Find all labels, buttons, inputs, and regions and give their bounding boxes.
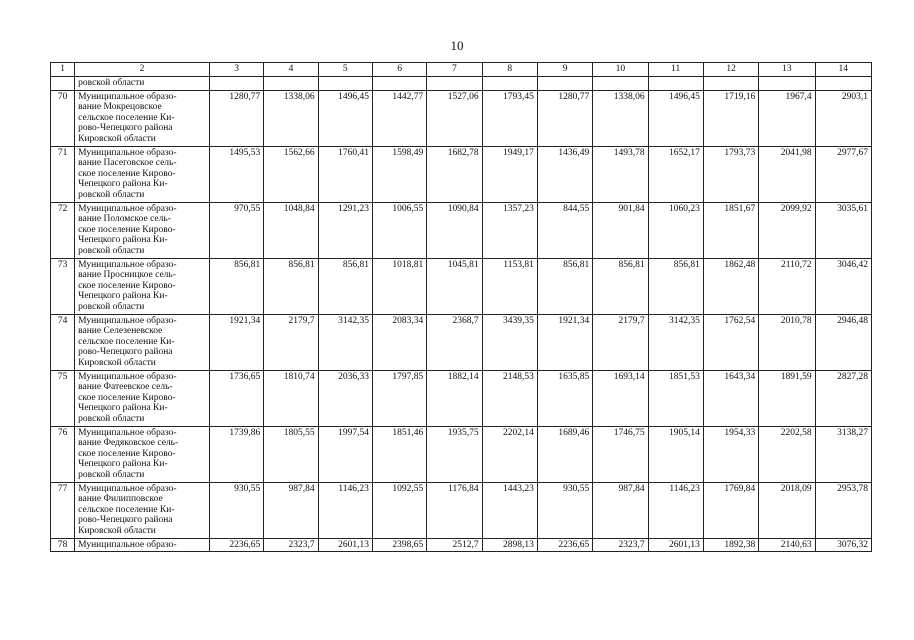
municipality-name [75, 426, 210, 482]
value-cell: 856,81 [537, 258, 592, 314]
name-line: рово-Чепецкого района [78, 347, 173, 358]
name-line: Муниципальное образо- [78, 91, 177, 102]
cell-empty [264, 76, 318, 90]
value-cell: 2018,09 [759, 482, 815, 538]
value-cell: 1739,86 [209, 426, 263, 482]
name-line: сельское поселение Ки- [78, 504, 175, 515]
value-cell: 1882,14 [427, 370, 482, 426]
value-cell: 1635,85 [537, 370, 592, 426]
name-line: ское поселение Кирово- [78, 280, 176, 291]
header-cell: 2 [75, 63, 210, 77]
value-cell: 2601,13 [648, 538, 703, 552]
row-number: 76 [51, 426, 75, 482]
name-line: ское поселение Кирово- [78, 224, 176, 235]
name-line: Муниципальное образо- [78, 483, 177, 494]
value-cell: 3142,35 [318, 314, 372, 370]
value-cell: 1048,84 [264, 202, 318, 258]
value-cell: 1280,77 [209, 90, 263, 146]
value-cell: 1892,38 [703, 538, 758, 552]
name-line: Чепецкого района Ки- [78, 235, 168, 246]
value-cell: 3142,35 [648, 314, 703, 370]
value-cell: 2083,34 [372, 314, 426, 370]
cell-empty [537, 76, 592, 90]
value-cell: 2202,58 [759, 426, 815, 482]
value-cell: 1935,75 [427, 426, 482, 482]
value-cell: 2179,7 [264, 314, 318, 370]
cell-empty [648, 76, 703, 90]
value-cell: 3046,42 [815, 258, 871, 314]
name-line: ское поселение Кирово- [78, 448, 176, 459]
continuation-text: ровской области [75, 76, 210, 90]
value-cell: 1146,23 [318, 482, 372, 538]
value-cell: 2398,65 [372, 538, 426, 552]
value-cell: 1793,45 [482, 90, 537, 146]
name-line: Муниципальное образо- [78, 203, 177, 214]
name-line: сельское поселение Ки- [78, 336, 175, 347]
value-cell: 1693,14 [593, 370, 648, 426]
value-cell: 1997,54 [318, 426, 372, 482]
header-cell: 9 [537, 63, 592, 77]
value-cell: 1495,53 [209, 146, 263, 202]
cell-empty [815, 76, 871, 90]
name-line: вание Федяковское сель- [78, 438, 179, 449]
value-cell: 1338,06 [593, 90, 648, 146]
value-cell: 2236,65 [537, 538, 592, 552]
value-cell: 1496,45 [318, 90, 372, 146]
header-cell: 10 [593, 63, 648, 77]
municipality-name [75, 482, 210, 538]
name-line: ровской области [78, 413, 145, 424]
value-cell: 2946,48 [815, 314, 871, 370]
table-row [51, 538, 872, 552]
cell-empty [703, 76, 758, 90]
value-cell: 3439,35 [482, 314, 537, 370]
value-cell: 1436,49 [537, 146, 592, 202]
value-cell: 1496,45 [648, 90, 703, 146]
name-line: Муниципальное образо- [78, 371, 177, 382]
cell-empty [759, 76, 815, 90]
municipality-name [75, 146, 210, 202]
value-cell: 2036,33 [318, 370, 372, 426]
value-cell: 1921,34 [209, 314, 263, 370]
municipality-name [75, 258, 210, 314]
value-cell: 856,81 [264, 258, 318, 314]
value-cell: 1891,59 [759, 370, 815, 426]
value-cell: 2140,63 [759, 538, 815, 552]
value-cell: 987,84 [593, 482, 648, 538]
value-cell: 2099,92 [759, 202, 815, 258]
municipality-name [75, 90, 210, 146]
cell-empty [427, 76, 482, 90]
name-line: вание Селезеневское [78, 326, 163, 337]
value-cell: 2953,78 [815, 482, 871, 538]
value-cell: 2903,1 [815, 90, 871, 146]
value-cell: 1954,33 [703, 426, 758, 482]
header-cell: 3 [209, 63, 263, 77]
tariff-table [50, 62, 872, 552]
value-cell: 1905,14 [648, 426, 703, 482]
value-cell: 970,55 [209, 202, 263, 258]
value-cell: 1760,41 [318, 146, 372, 202]
name-line: Муниципальное образо- [78, 147, 177, 158]
row-number: 75 [51, 370, 75, 426]
value-cell: 2827,28 [815, 370, 871, 426]
value-cell: 1805,55 [264, 426, 318, 482]
municipality-name [75, 202, 210, 258]
name-line: ское поселение Кирово- [78, 168, 176, 179]
header-cell: 5 [318, 63, 372, 77]
value-cell: 2148,53 [482, 370, 537, 426]
value-cell: 1153,81 [482, 258, 537, 314]
name-line: Муниципальное образо- [78, 315, 177, 326]
value-cell: 1736,65 [209, 370, 263, 426]
value-cell: 1527,06 [427, 90, 482, 146]
value-cell: 2601,13 [318, 538, 372, 552]
value-cell: 856,81 [318, 258, 372, 314]
header-cell: 14 [815, 63, 871, 77]
name-line: рово-Чепецкого района [78, 515, 173, 526]
value-cell: 2512,7 [427, 538, 482, 552]
row-number: 74 [51, 314, 75, 370]
name-line: Муниципальное образо- [78, 259, 177, 270]
value-cell: 1746,75 [593, 426, 648, 482]
value-cell: 856,81 [648, 258, 703, 314]
table-row [51, 426, 872, 482]
name-line: Чепецкого района Ки- [78, 179, 168, 190]
table-row [51, 90, 872, 146]
value-cell: 1682,78 [427, 146, 482, 202]
value-cell: 930,55 [537, 482, 592, 538]
name-line: сельское поселение Ки- [78, 112, 175, 123]
cell-empty [51, 76, 75, 90]
table-row [51, 146, 872, 202]
row-number: 77 [51, 482, 75, 538]
value-cell: 1643,34 [703, 370, 758, 426]
value-cell: 2202,14 [482, 426, 537, 482]
value-cell: 1442,77 [372, 90, 426, 146]
name-line: ровской области [78, 245, 145, 256]
municipality-name [75, 314, 210, 370]
header-cell: 7 [427, 63, 482, 77]
value-cell: 1797,85 [372, 370, 426, 426]
value-cell: 1862,48 [703, 258, 758, 314]
value-cell: 1562,66 [264, 146, 318, 202]
name-line: ровской области [78, 469, 145, 480]
table-row [51, 370, 872, 426]
row-number: 71 [51, 146, 75, 202]
cell-empty [372, 76, 426, 90]
name-line: вание Пасеговское сель- [78, 158, 177, 169]
value-cell: 3076,32 [815, 538, 871, 552]
value-cell: 1092,55 [372, 482, 426, 538]
name-line: вание Филипповское [78, 494, 163, 505]
value-cell: 1060,23 [648, 202, 703, 258]
name-line: ское поселение Кирово- [78, 392, 176, 403]
name-line: Кировской области [78, 357, 156, 368]
header-cell: 11 [648, 63, 703, 77]
cell-empty [593, 76, 648, 90]
value-cell: 2236,65 [209, 538, 263, 552]
value-cell: 856,81 [209, 258, 263, 314]
value-cell: 2323,7 [593, 538, 648, 552]
value-cell: 1598,49 [372, 146, 426, 202]
value-cell: 901,84 [593, 202, 648, 258]
row-number: 78 [51, 538, 75, 552]
name-line: вание Мокрецовское [78, 102, 162, 113]
value-cell: 1851,67 [703, 202, 758, 258]
name-line: ровской области [78, 301, 145, 312]
value-cell: 1810,74 [264, 370, 318, 426]
value-cell: 2977,67 [815, 146, 871, 202]
header-cell: 12 [703, 63, 758, 77]
header-row [51, 63, 872, 77]
row-number: 70 [51, 90, 75, 146]
table-row [51, 314, 872, 370]
value-cell: 1090,84 [427, 202, 482, 258]
value-cell: 3035,61 [815, 202, 871, 258]
table-body [51, 63, 872, 552]
value-cell: 1689,46 [537, 426, 592, 482]
value-cell: 1769,84 [703, 482, 758, 538]
name-line: вание Фатеевское сель- [78, 382, 173, 393]
value-cell: 1493,78 [593, 146, 648, 202]
value-cell: 1045,81 [427, 258, 482, 314]
value-cell: 1280,77 [537, 90, 592, 146]
name-line: рово-Чепецкого района [78, 123, 173, 134]
name-line: Кировской области [78, 133, 156, 144]
cell-empty [482, 76, 537, 90]
value-cell: 2110,72 [759, 258, 815, 314]
value-cell: 1652,17 [648, 146, 703, 202]
value-cell: 1851,46 [372, 426, 426, 482]
header-cell: 4 [264, 63, 318, 77]
cell-empty [209, 76, 263, 90]
value-cell: 2323,7 [264, 538, 318, 552]
page-number: 10 [450, 38, 464, 53]
value-cell: 2368,7 [427, 314, 482, 370]
value-cell: 1762,54 [703, 314, 758, 370]
value-cell: 3138,27 [815, 426, 871, 482]
value-cell: 2179,7 [593, 314, 648, 370]
value-cell: 1357,23 [482, 202, 537, 258]
cell-empty [318, 76, 372, 90]
value-cell: 2898,13 [482, 538, 537, 552]
name-line: Чепецкого района Ки- [78, 291, 168, 302]
table-row [51, 258, 872, 314]
value-cell: 1291,23 [318, 202, 372, 258]
value-cell: 1921,34 [537, 314, 592, 370]
value-cell: 2010,78 [759, 314, 815, 370]
header-cell: 8 [482, 63, 537, 77]
municipality-name [75, 538, 210, 552]
name-line: ровской области [78, 189, 145, 200]
header-cell: 1 [51, 63, 75, 77]
continuation-row [51, 76, 872, 90]
name-line: Чепецкого района Ки- [78, 403, 168, 414]
value-cell: 1176,84 [427, 482, 482, 538]
table-row [51, 482, 872, 538]
value-cell: 1338,06 [264, 90, 318, 146]
header-cell: 6 [372, 63, 426, 77]
value-cell: 1146,23 [648, 482, 703, 538]
value-cell: 1793,73 [703, 146, 758, 202]
value-cell: 987,84 [264, 482, 318, 538]
municipality-name [75, 370, 210, 426]
name-line: Чепецкого района Ки- [78, 459, 168, 470]
table-row [51, 202, 872, 258]
value-cell: 1967,4 [759, 90, 815, 146]
value-cell: 930,55 [209, 482, 263, 538]
header-cell: 13 [759, 63, 815, 77]
value-cell: 1719,16 [703, 90, 758, 146]
name-line: Муниципальное образо- [78, 539, 177, 550]
value-cell: 1443,23 [482, 482, 537, 538]
value-cell: 1006,55 [372, 202, 426, 258]
name-line: Муниципальное образо- [78, 427, 177, 438]
name-line: вание Поломское сель- [78, 214, 171, 225]
value-cell: 1018,81 [372, 258, 426, 314]
row-number: 73 [51, 258, 75, 314]
value-cell: 2041,98 [759, 146, 815, 202]
value-cell: 1851,53 [648, 370, 703, 426]
value-cell: 856,81 [593, 258, 648, 314]
name-line: вание Просницкое сель- [78, 270, 176, 281]
value-cell: 844,55 [537, 202, 592, 258]
row-number: 72 [51, 202, 75, 258]
value-cell: 1949,17 [482, 146, 537, 202]
name-line: Кировской области [78, 525, 156, 536]
